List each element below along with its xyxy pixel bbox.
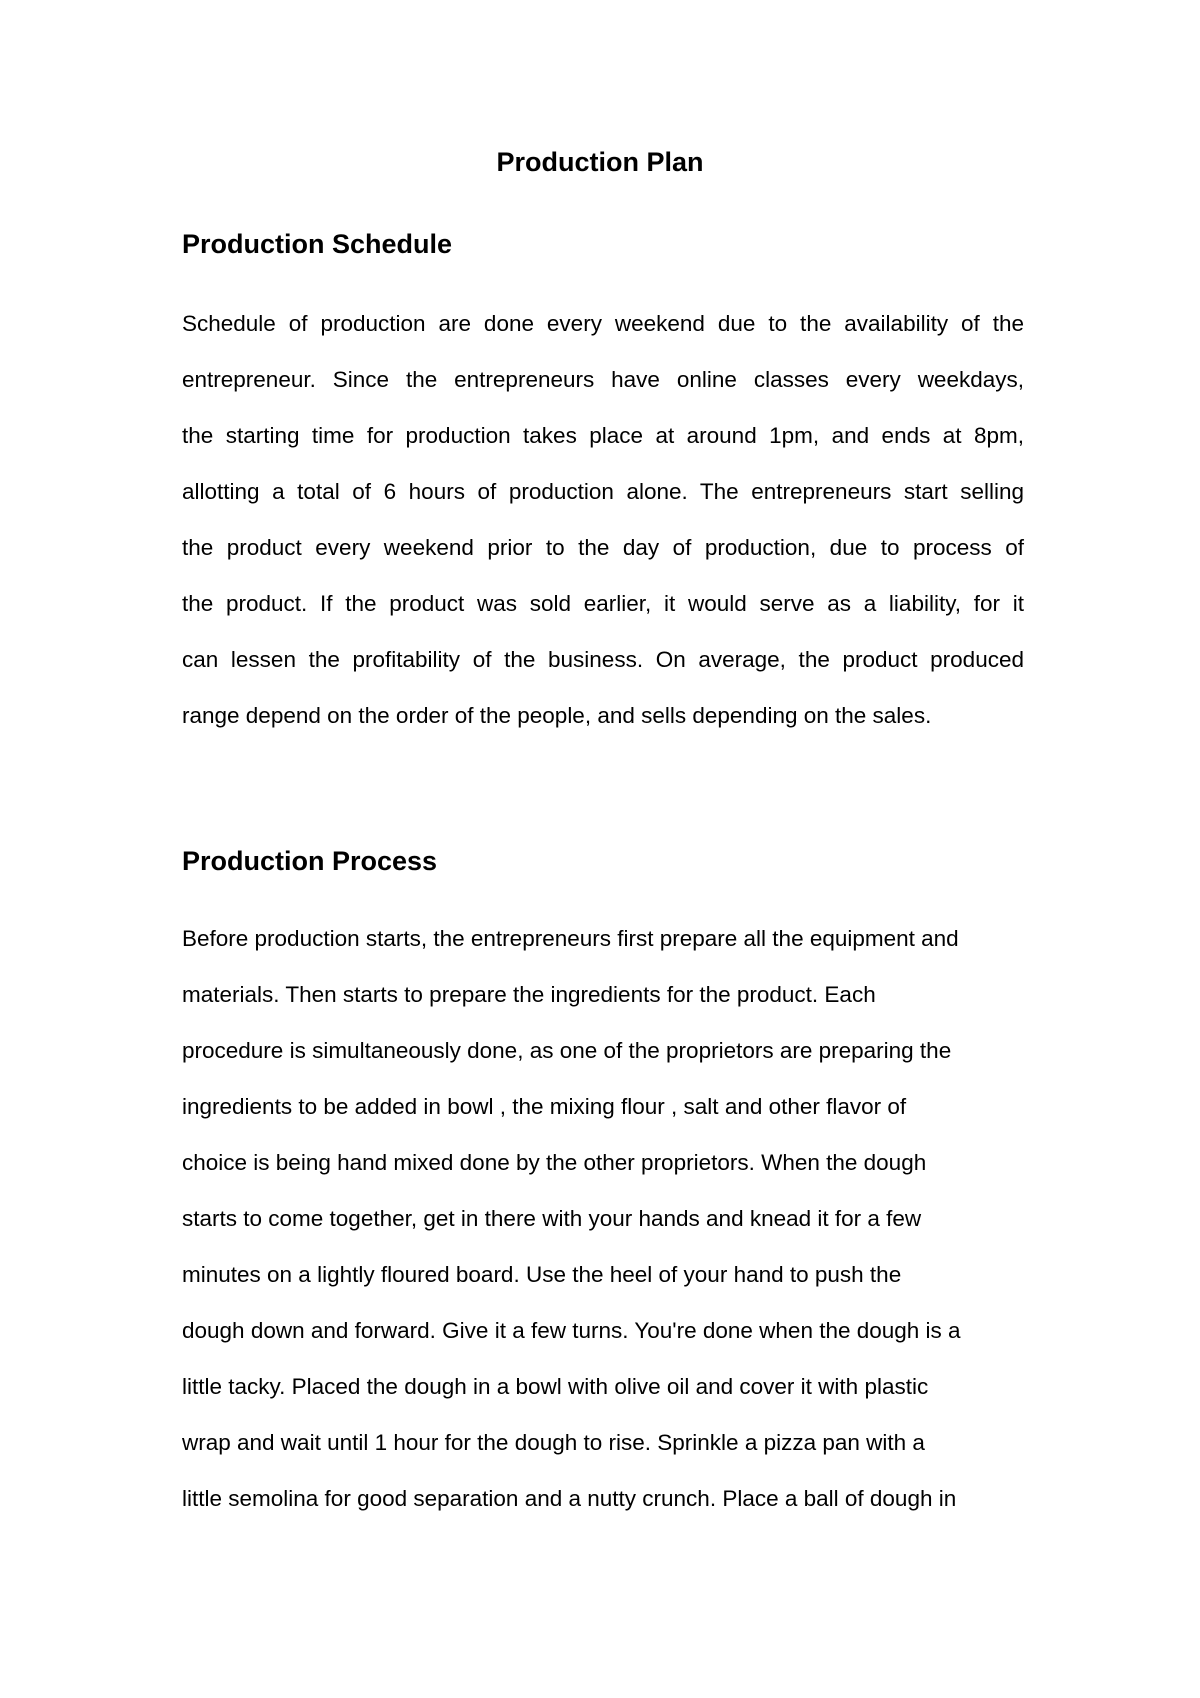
text-line: procedure is simultaneously done, as one of the proprietors are preparing the (182, 1038, 952, 1063)
text-line: ingredients to be added in bowl , the mixing flour , salt and other flavor of (182, 1094, 907, 1119)
text-line: allotting a total of 6 hours of production alone. The entrepreneurs start selling (182, 479, 1024, 504)
text-line: the starting time for production takes place at around 1pm, and ends at 8pm, (182, 423, 1024, 448)
text-line: the product every weekend prior to the day of production, due to process of (182, 535, 1024, 560)
text-line: choice is being hand mixed done by the other proprietors. When the dough (182, 1150, 927, 1175)
text-line: can lessen the profitability of the business. On average, the product produced (182, 647, 1024, 672)
text-line: minutes on a lightly floured board. Use the heel of your hand to push the (182, 1262, 902, 1287)
text-line: the product. If the product was sold earlier, it would serve as a liability, for it (182, 591, 1024, 616)
text-line: wrap and wait until 1 hour for the dough to rise. Sprinkle a pizza pan with a (182, 1430, 925, 1455)
text-line: starts to come together, get in there with your hands and knead it for a few (182, 1206, 922, 1231)
section-heading-production-schedule: Production Schedule (182, 229, 453, 259)
text-line: entrepreneur. Since the entrepreneurs have online classes every weekdays, (182, 367, 1024, 392)
text-line: materials. Then starts to prepare the ingredients for the product. Each (182, 982, 876, 1007)
section-heading-production-process: Production Process (182, 846, 438, 876)
text-line: little semolina for good separation and a nutty crunch. Place a ball of dough in (182, 1486, 957, 1511)
text-line: dough down and forward. Give it a few turns. You're done when the dough is a (182, 1318, 961, 1343)
paragraph-production-schedule (182, 310, 1024, 758)
text-line: Schedule of production are done every weekend due to the availability of the (182, 311, 1024, 336)
document-title: Production Plan (496, 147, 704, 177)
text-line: range depend on the order of the people, and sells depending on the sales. (182, 703, 932, 728)
text-line: little tacky. Placed the dough in a bowl with olive oil and cover it with plastic (182, 1374, 929, 1399)
text-line: Before production starts, the entrepreneurs first prepare all the equipment and (182, 926, 959, 951)
paragraph-production-process (182, 925, 1024, 1541)
